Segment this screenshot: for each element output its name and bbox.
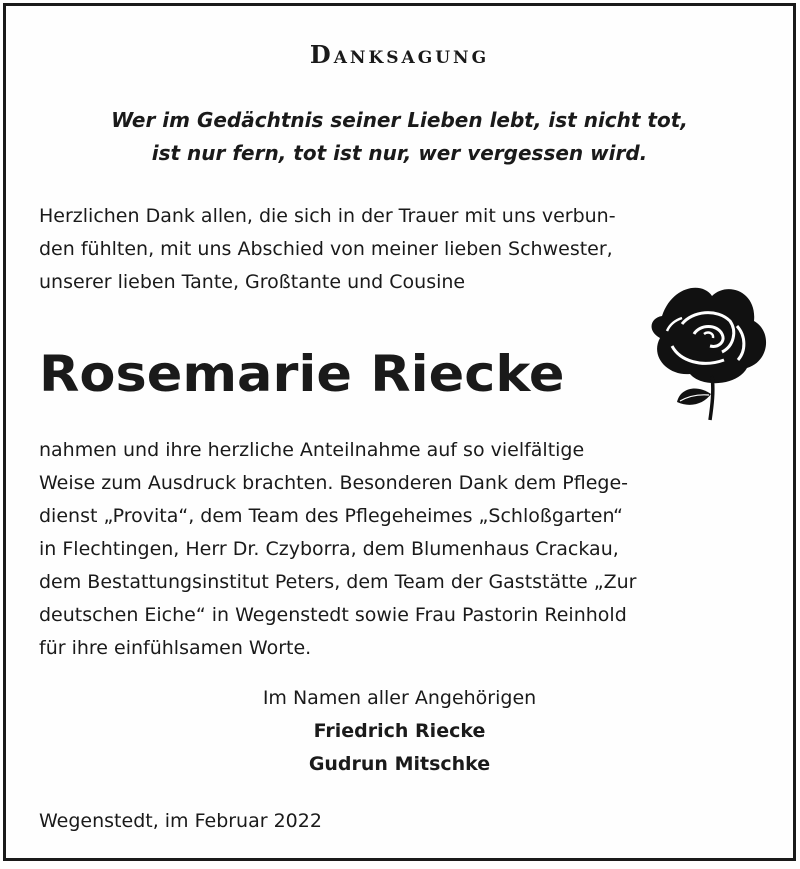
place-date: Wegenstedt, im Februar 2022 <box>39 810 322 832</box>
intro-paragraph <box>39 200 616 299</box>
body-line: nahmen und ihre herzliche Anteilnahme auf so vielfältige <box>39 439 585 461</box>
body-line: Weise zum Ausdruck brachten. Besonderen Dank dem Pflege- <box>39 472 629 494</box>
body-line: für ihre einfühlsamen Worte. <box>39 637 312 659</box>
rose-icon <box>642 276 774 422</box>
body-line: deutschen Eiche“ in Wegenstedt sowie Frau Pastorin Reinhold <box>39 604 627 626</box>
signature-intro: Im Namen aller Angehörigen <box>262 687 537 709</box>
signer-name: Gudrun Mitschke <box>308 753 491 775</box>
signature-block <box>6 682 793 781</box>
motto-line: ist nur fern, tot ist nur, wer vergessen wird. <box>151 141 648 165</box>
body-line: in Flechtingen, Herr Dr. Czyborra, dem Blumenhaus Crackau, <box>39 538 619 560</box>
signer-name: Friedrich Riecke <box>313 720 486 742</box>
motto-line: Wer im Gedächtnis seiner Lieben lebt, ist nicht tot, <box>111 108 688 132</box>
notice-frame <box>3 3 796 861</box>
intro-line: unserer lieben Tante, Großtante und Cousine <box>39 271 466 293</box>
deceased-name: Rosemarie Riecke <box>39 345 565 403</box>
motto-quote <box>6 104 793 170</box>
body-paragraph <box>39 434 637 665</box>
notice-title: Danksagung <box>309 40 490 69</box>
intro-line: den fühlten, mit uns Abschied von meiner lieben Schwester, <box>39 238 613 260</box>
body-line: dem Bestattungsinstitut Peters, dem Team der Gaststätte „Zur <box>39 571 637 593</box>
body-line: dienst „Provita“, dem Team des Pflegeheimes „Schloßgarten“ <box>39 505 623 527</box>
intro-line: Herzlichen Dank allen, die sich in der Trauer mit uns verbun- <box>39 205 616 227</box>
